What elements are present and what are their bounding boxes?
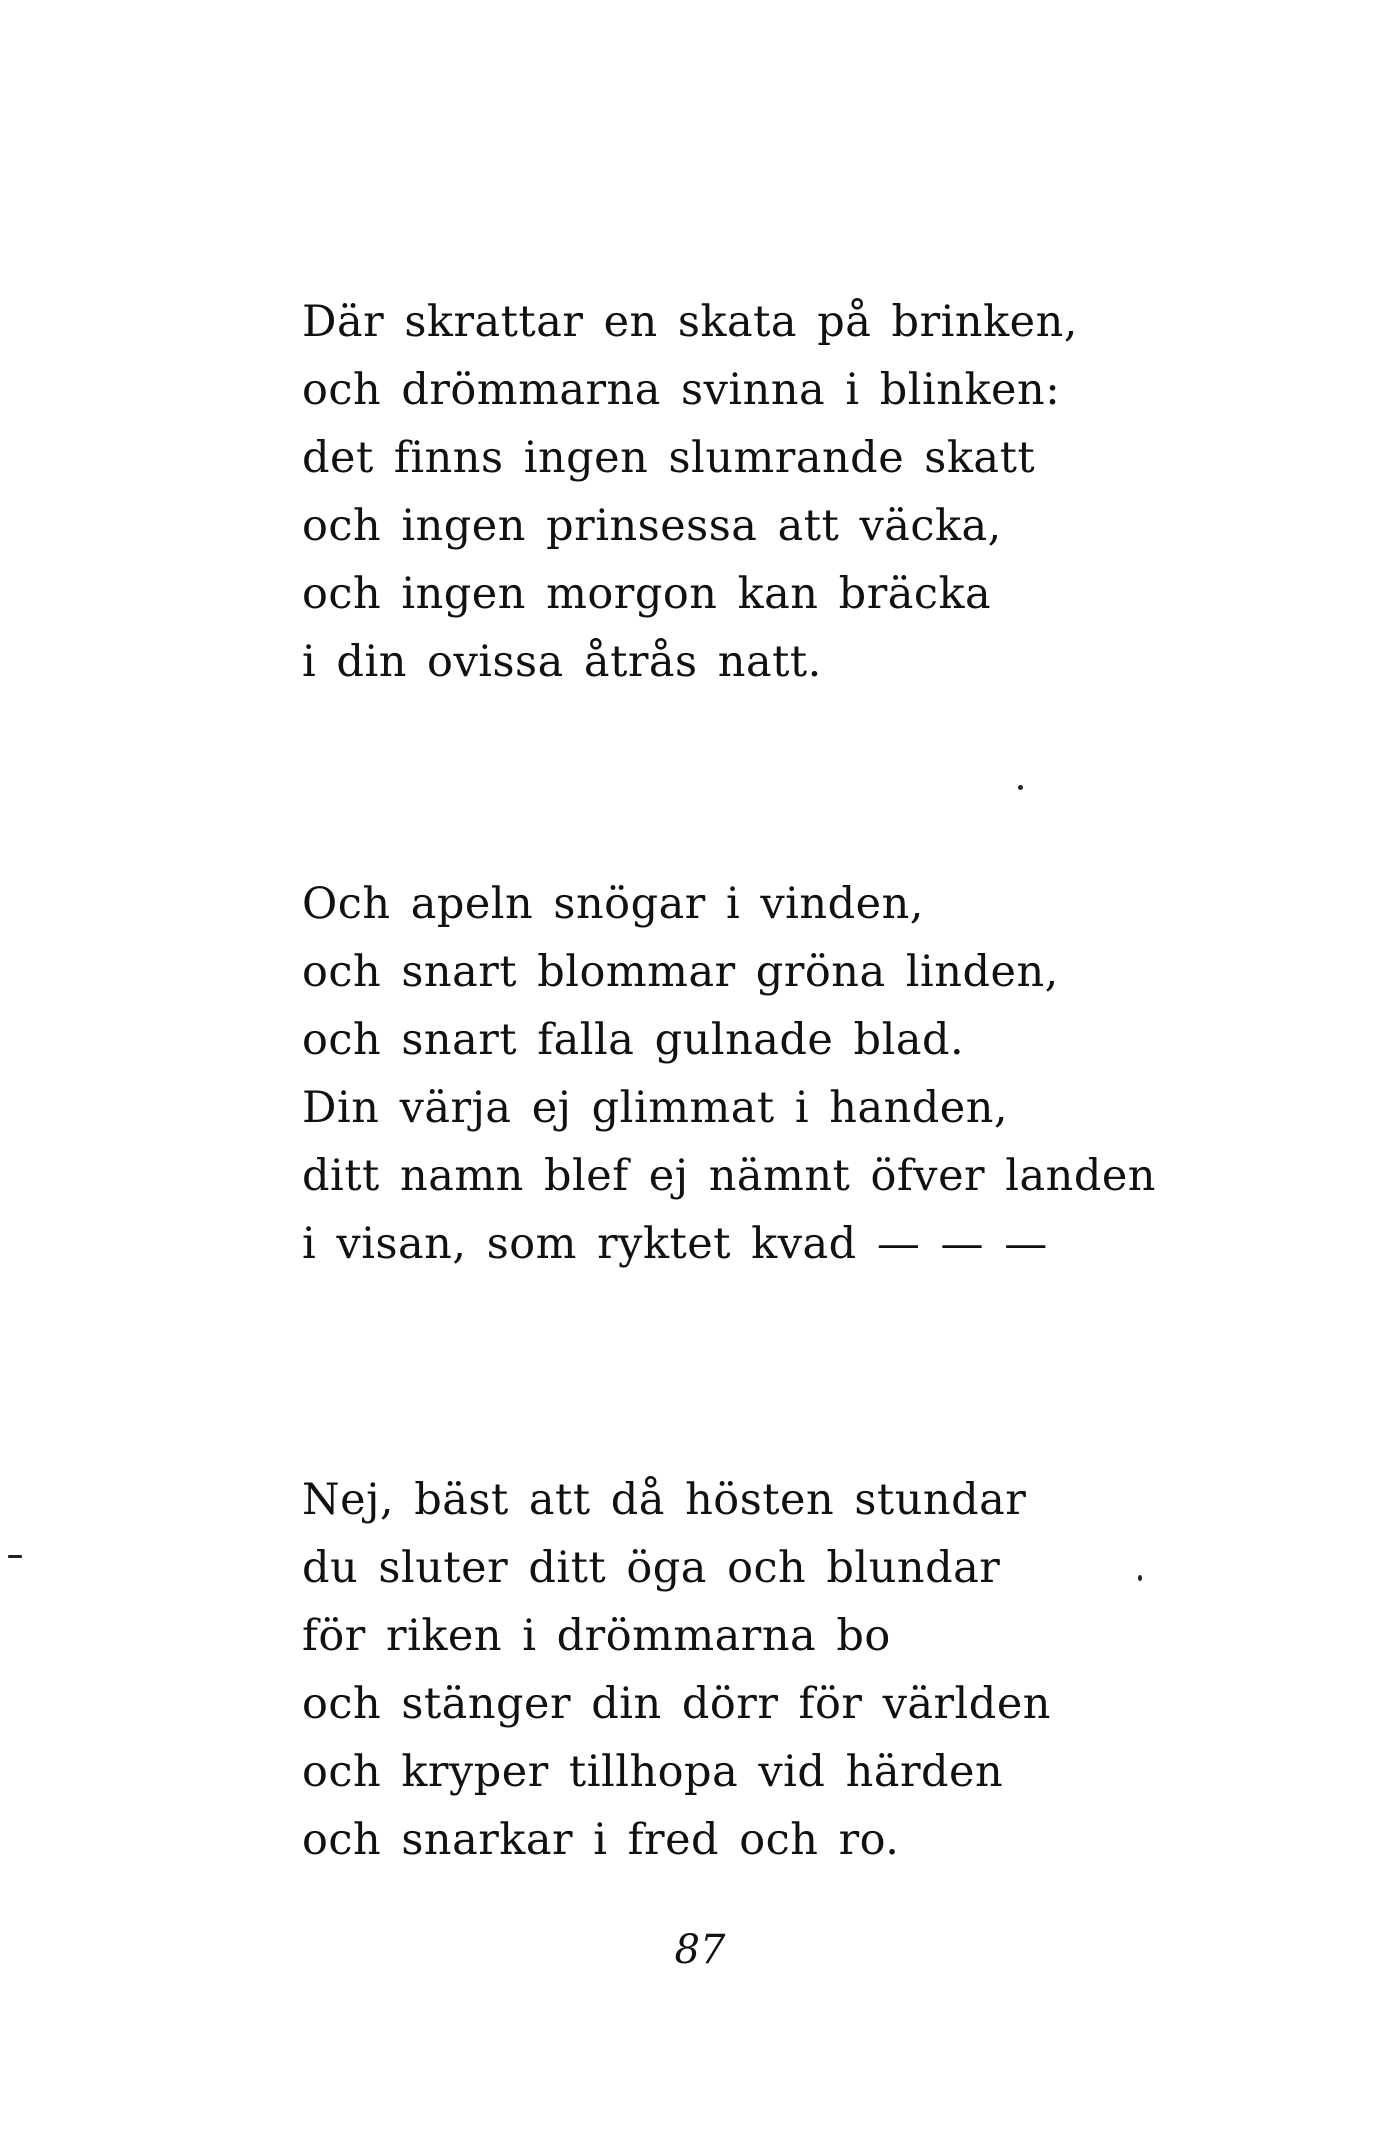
scan-speck [1138, 1575, 1142, 1581]
poem-line: och snart falla gulnade blad. [302, 1015, 965, 1065]
page-number: 87 [674, 1927, 726, 1973]
poem-line: för riken i drömmarna bo [302, 1611, 891, 1661]
poem-line: och stänger din dörr för världen [302, 1679, 1051, 1729]
stanza-2 [302, 870, 1156, 1278]
poem-line: Där skrattar en skata på brinken, [302, 297, 1078, 347]
poem-line: och ingen morgon kan bräcka [302, 569, 992, 619]
poem-line: och drömmarna svinna i blinken: [302, 365, 1061, 415]
poem-line: och kryper tillhopa vid härden [302, 1747, 1004, 1797]
stanza-3 [302, 1466, 1051, 1874]
poem-line: och snart blommar gröna linden, [302, 947, 1059, 997]
poem-line: ditt namn blef ej nämnt öfver landen [302, 1151, 1156, 1201]
poem-line: Nej, bäst att då hösten stundar [302, 1475, 1027, 1525]
scan-speck [8, 1555, 22, 1558]
poem-line: Och apeln snögar i vinden, [302, 879, 924, 929]
scan-speck [1018, 785, 1023, 790]
poem-line: i visan, som ryktet kvad — — — [302, 1219, 1048, 1269]
poem-line: det finns ingen slumrande skatt [302, 433, 1036, 483]
poem-line: du sluter ditt öga och blundar [302, 1543, 1001, 1593]
poem-line: och ingen prinsessa att väcka, [302, 501, 1002, 551]
poem-line: i din ovissa åtrås natt. [302, 637, 822, 687]
poem-line: Din värja ej glimmat i handen, [302, 1083, 1009, 1133]
poem-line: och snarkar i fred och ro. [302, 1815, 900, 1865]
stanza-1 [302, 288, 1078, 696]
